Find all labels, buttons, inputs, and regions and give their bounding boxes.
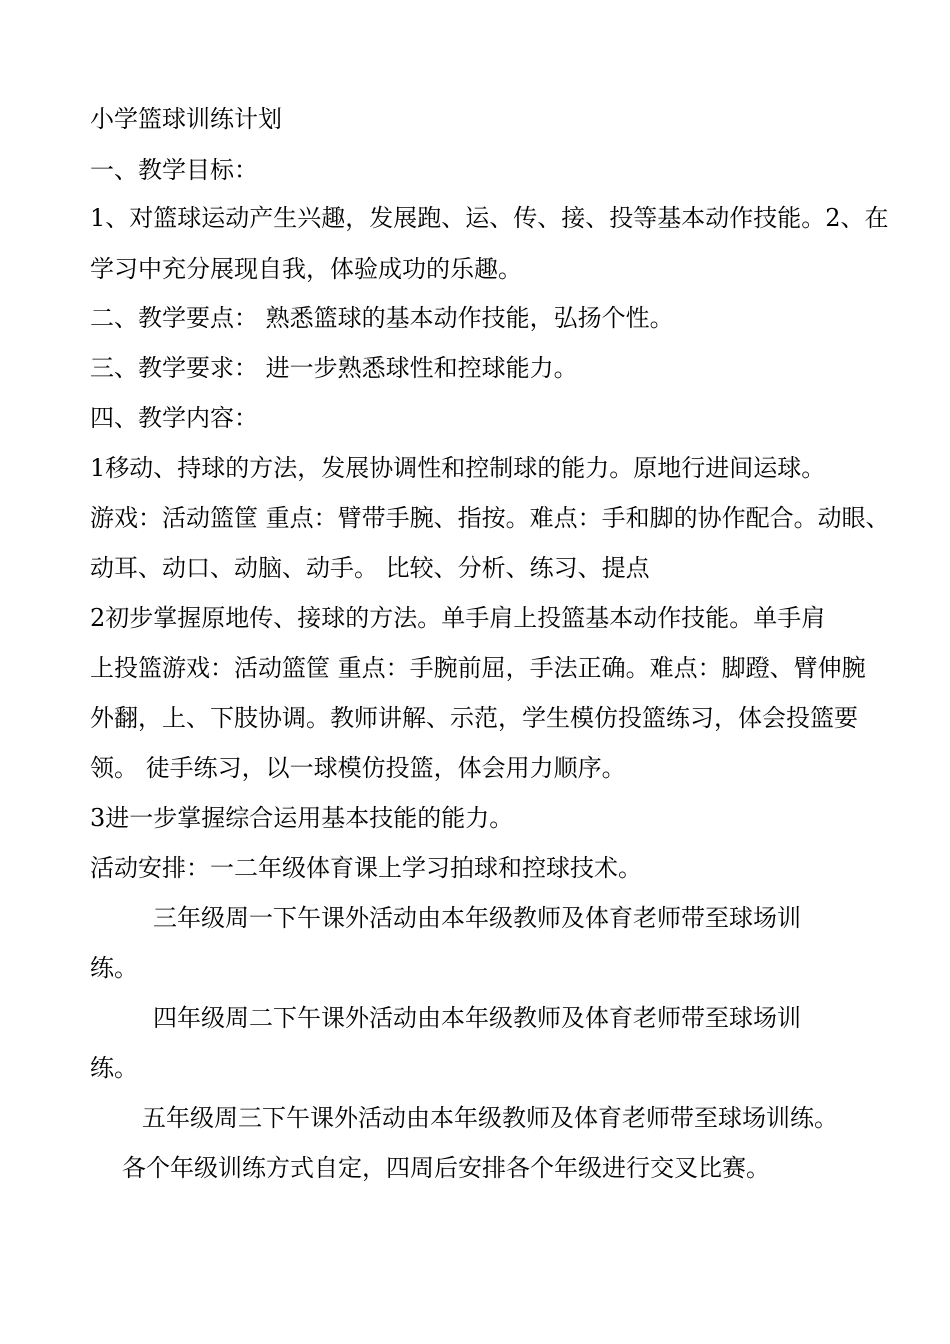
paragraph-line: 外翻，上、下肢协调。教师讲解、示范，学生模仿投篮练习，体会投篮要 [90, 704, 858, 732]
section-heading-requirements: 三、教学要求： 进一步熟悉球性和控球能力。 [90, 354, 578, 382]
paragraph-line: 练。 [90, 1054, 138, 1082]
paragraph-line: 四年级周二下午课外活动由本年级教师及体育老师带至球场训 [153, 1004, 801, 1032]
paragraph-line: 五年级周三下午课外活动由本年级教师及体育老师带至球场训练。 [142, 1104, 838, 1132]
paragraph-line: 领。 徒手练习，以一球模仿投篮，体会用力顺序。 [90, 754, 626, 782]
paragraph-line: 3进一步掌握综合运用基本技能的能力。 [90, 804, 514, 832]
paragraph-line: 动耳、动口、动脑、动手。 比较、分析、练习、提点 [90, 554, 650, 582]
paragraph-line: 各个年级训练方式自定，四周后安排各个年级进行交叉比赛。 [122, 1154, 770, 1182]
section-heading-key-points: 二、教学要点： 熟悉篮球的基本动作技能，弘扬个性。 [90, 304, 674, 332]
paragraph-line: 游戏：活动篮筐 重点：臂带手腕、指按。难点：手和脚的协作配合。动眼、 [90, 504, 890, 532]
section-heading-objectives: 一、教学目标： [90, 156, 258, 184]
paragraph-line: 2初步掌握原地传、接球的方法。单手肩上投篮基本动作技能。单手肩 [90, 604, 826, 632]
paragraph-line: 练。 [90, 954, 138, 982]
paragraph-line: 1移动、持球的方法，发展协调性和控制球的能力。原地行进间运球。 [90, 454, 826, 482]
section-heading-content: 四、教学内容： [90, 404, 258, 432]
paragraph-line: 上投篮游戏：活动篮筐 重点：手腕前屈，手法正确。难点：脚蹬、臂伸腕 [90, 654, 866, 682]
paragraph-line: 1、对篮球运动产生兴趣，发展跑、运、传、接、投等基本动作技能。2、在 [90, 204, 889, 232]
paragraph-line: 学习中充分展现自我，体验成功的乐趣。 [90, 255, 522, 283]
document-title: 小学篮球训练计划 [90, 105, 282, 133]
paragraph-line: 三年级周一下午课外活动由本年级教师及体育老师带至球场训 [153, 904, 801, 932]
paragraph-line: 活动安排：一二年级体育课上学习拍球和控球技术。 [90, 854, 642, 882]
